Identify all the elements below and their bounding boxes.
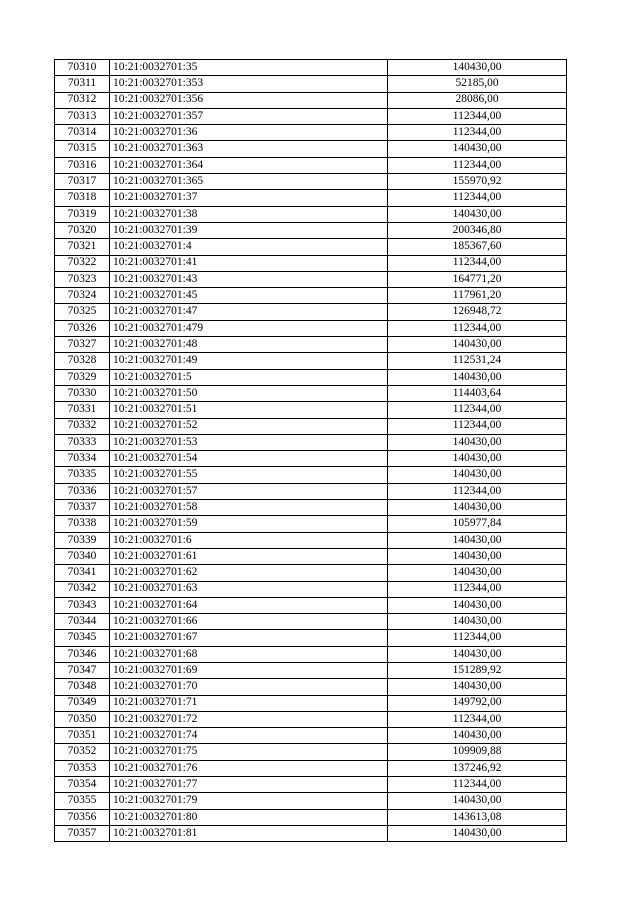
amount-cell: 137246,92 <box>388 760 567 776</box>
table-row <box>55 369 567 385</box>
table-row <box>55 125 567 141</box>
row-number-cell: 70324 <box>55 288 110 304</box>
cadastral-number-cell: 10:21:0032701:80 <box>110 809 388 825</box>
table-row <box>55 434 567 450</box>
amount-cell: 140430,00 <box>388 565 567 581</box>
amount-cell: 140430,00 <box>388 369 567 385</box>
amount-cell: 143613,08 <box>388 809 567 825</box>
row-number-cell: 70337 <box>55 500 110 516</box>
amount-cell: 140430,00 <box>388 206 567 222</box>
cadastral-number-cell: 10:21:0032701:365 <box>110 174 388 190</box>
cadastral-number-cell: 10:21:0032701:479 <box>110 320 388 336</box>
cadastral-number-cell: 10:21:0032701:77 <box>110 777 388 793</box>
cadastral-number-cell: 10:21:0032701:41 <box>110 255 388 271</box>
cadastral-number-cell: 10:21:0032701:36 <box>110 125 388 141</box>
cadastral-number-cell: 10:21:0032701:35 <box>110 60 388 76</box>
table-row <box>55 825 567 841</box>
row-number-cell: 70317 <box>55 174 110 190</box>
amount-cell: 140430,00 <box>388 825 567 841</box>
table-row <box>55 320 567 336</box>
row-number-cell: 70329 <box>55 369 110 385</box>
row-number-cell: 70314 <box>55 125 110 141</box>
row-number-cell: 70320 <box>55 222 110 238</box>
cadastral-number-cell: 10:21:0032701:39 <box>110 222 388 238</box>
row-number-cell: 70335 <box>55 467 110 483</box>
table-row <box>55 760 567 776</box>
row-number-cell: 70352 <box>55 744 110 760</box>
row-number-cell: 70357 <box>55 825 110 841</box>
row-number-cell: 70322 <box>55 255 110 271</box>
row-number-cell: 70323 <box>55 271 110 287</box>
table-row <box>55 451 567 467</box>
table-row <box>55 630 567 646</box>
row-number-cell: 70311 <box>55 76 110 92</box>
amount-cell: 112344,00 <box>388 581 567 597</box>
cadastral-number-cell: 10:21:0032701:51 <box>110 402 388 418</box>
amount-cell: 112531,24 <box>388 353 567 369</box>
cadastral-number-cell: 10:21:0032701:62 <box>110 565 388 581</box>
amount-cell: 112344,00 <box>388 418 567 434</box>
table-row <box>55 744 567 760</box>
table-row <box>55 532 567 548</box>
cadastral-number-cell: 10:21:0032701:353 <box>110 76 388 92</box>
table-row <box>55 597 567 613</box>
amount-cell: 140430,00 <box>388 614 567 630</box>
row-number-cell: 70356 <box>55 809 110 825</box>
table-row <box>55 679 567 695</box>
cadastral-number-cell: 10:21:0032701:81 <box>110 825 388 841</box>
cadastral-number-cell: 10:21:0032701:69 <box>110 662 388 678</box>
cadastral-number-cell: 10:21:0032701:357 <box>110 108 388 124</box>
table-body <box>55 60 567 842</box>
table-row <box>55 76 567 92</box>
amount-cell: 112344,00 <box>388 125 567 141</box>
table-row <box>55 337 567 353</box>
table-row <box>55 728 567 744</box>
amount-cell: 140430,00 <box>388 793 567 809</box>
amount-cell: 112344,00 <box>388 255 567 271</box>
cadastral-number-cell: 10:21:0032701:364 <box>110 157 388 173</box>
row-number-cell: 70341 <box>55 565 110 581</box>
row-number-cell: 70315 <box>55 141 110 157</box>
amount-cell: 112344,00 <box>388 483 567 499</box>
cadastral-number-cell: 10:21:0032701:74 <box>110 728 388 744</box>
row-number-cell: 70354 <box>55 777 110 793</box>
cadastral-number-cell: 10:21:0032701:52 <box>110 418 388 434</box>
amount-cell: 140430,00 <box>388 467 567 483</box>
amount-cell: 164771,20 <box>388 271 567 287</box>
cadastral-number-cell: 10:21:0032701:43 <box>110 271 388 287</box>
amount-cell: 140430,00 <box>388 646 567 662</box>
row-number-cell: 70342 <box>55 581 110 597</box>
row-number-cell: 70313 <box>55 108 110 124</box>
cadastral-number-cell: 10:21:0032701:53 <box>110 434 388 450</box>
table-row <box>55 565 567 581</box>
amount-cell: 112344,00 <box>388 108 567 124</box>
cadastral-number-cell: 10:21:0032701:72 <box>110 711 388 727</box>
table-row <box>55 141 567 157</box>
row-number-cell: 70351 <box>55 728 110 744</box>
table-row <box>55 190 567 206</box>
cadastral-number-cell: 10:21:0032701:76 <box>110 760 388 776</box>
amount-cell: 149792,00 <box>388 695 567 711</box>
row-number-cell: 70348 <box>55 679 110 695</box>
cadastral-number-cell: 10:21:0032701:45 <box>110 288 388 304</box>
amount-cell: 52185,00 <box>388 76 567 92</box>
amount-cell: 140430,00 <box>388 728 567 744</box>
cadastral-number-cell: 10:21:0032701:61 <box>110 548 388 564</box>
amount-cell: 140430,00 <box>388 451 567 467</box>
cadastral-number-cell: 10:21:0032701:58 <box>110 500 388 516</box>
table-row <box>55 288 567 304</box>
cadastral-number-cell: 10:21:0032701:68 <box>110 646 388 662</box>
table-row <box>55 353 567 369</box>
amount-cell: 185367,60 <box>388 239 567 255</box>
cadastral-number-cell: 10:21:0032701:5 <box>110 369 388 385</box>
amount-cell: 200346,80 <box>388 222 567 238</box>
cadastral-number-cell: 10:21:0032701:71 <box>110 695 388 711</box>
table-row <box>55 385 567 401</box>
cadastral-number-cell: 10:21:0032701:75 <box>110 744 388 760</box>
table-row <box>55 304 567 320</box>
row-number-cell: 70355 <box>55 793 110 809</box>
table-row <box>55 92 567 108</box>
row-number-cell: 70344 <box>55 614 110 630</box>
row-number-cell: 70326 <box>55 320 110 336</box>
table-row <box>55 60 567 76</box>
row-number-cell: 70319 <box>55 206 110 222</box>
amount-cell: 112344,00 <box>388 157 567 173</box>
amount-cell: 112344,00 <box>388 190 567 206</box>
table-row <box>55 581 567 597</box>
amount-cell: 140430,00 <box>388 548 567 564</box>
table-row <box>55 646 567 662</box>
cadastral-number-cell: 10:21:0032701:38 <box>110 206 388 222</box>
table-row <box>55 809 567 825</box>
row-number-cell: 70312 <box>55 92 110 108</box>
table-row <box>55 255 567 271</box>
amount-cell: 28086,00 <box>388 92 567 108</box>
row-number-cell: 70330 <box>55 385 110 401</box>
cadastral-number-cell: 10:21:0032701:63 <box>110 581 388 597</box>
table-row <box>55 695 567 711</box>
amount-cell: 112344,00 <box>388 711 567 727</box>
table-row <box>55 548 567 564</box>
row-number-cell: 70347 <box>55 662 110 678</box>
amount-cell: 114403,64 <box>388 385 567 401</box>
row-number-cell: 70328 <box>55 353 110 369</box>
table-row <box>55 500 567 516</box>
table-row <box>55 483 567 499</box>
cadastral-number-cell: 10:21:0032701:67 <box>110 630 388 646</box>
amount-cell: 112344,00 <box>388 630 567 646</box>
amount-cell: 140430,00 <box>388 679 567 695</box>
amount-cell: 140430,00 <box>388 337 567 353</box>
row-number-cell: 70321 <box>55 239 110 255</box>
row-number-cell: 70338 <box>55 516 110 532</box>
cadastral-number-cell: 10:21:0032701:70 <box>110 679 388 695</box>
table-row <box>55 711 567 727</box>
row-number-cell: 70349 <box>55 695 110 711</box>
row-number-cell: 70334 <box>55 451 110 467</box>
cadastral-number-cell: 10:21:0032701:66 <box>110 614 388 630</box>
cadastral-number-cell: 10:21:0032701:50 <box>110 385 388 401</box>
row-number-cell: 70340 <box>55 548 110 564</box>
row-number-cell: 70318 <box>55 190 110 206</box>
table-row <box>55 157 567 173</box>
table-row <box>55 793 567 809</box>
table-row <box>55 662 567 678</box>
amount-cell: 126948,72 <box>388 304 567 320</box>
row-number-cell: 70316 <box>55 157 110 173</box>
table-row <box>55 467 567 483</box>
row-number-cell: 70353 <box>55 760 110 776</box>
amount-cell: 112344,00 <box>388 320 567 336</box>
table-row <box>55 174 567 190</box>
table-row <box>55 614 567 630</box>
table-row <box>55 418 567 434</box>
table-row <box>55 108 567 124</box>
table-row <box>55 206 567 222</box>
amount-cell: 117961,20 <box>388 288 567 304</box>
amount-cell: 140430,00 <box>388 500 567 516</box>
table-row <box>55 271 567 287</box>
amount-cell: 105977,84 <box>388 516 567 532</box>
table-row <box>55 222 567 238</box>
cadastral-number-cell: 10:21:0032701:79 <box>110 793 388 809</box>
cadastral-number-cell: 10:21:0032701:48 <box>110 337 388 353</box>
amount-cell: 151289,92 <box>388 662 567 678</box>
row-number-cell: 70310 <box>55 60 110 76</box>
amount-cell: 140430,00 <box>388 141 567 157</box>
amount-cell: 140430,00 <box>388 60 567 76</box>
cadastral-number-cell: 10:21:0032701:49 <box>110 353 388 369</box>
row-number-cell: 70339 <box>55 532 110 548</box>
cadastral-number-cell: 10:21:0032701:54 <box>110 451 388 467</box>
row-number-cell: 70350 <box>55 711 110 727</box>
cadastral-number-cell: 10:21:0032701:4 <box>110 239 388 255</box>
cadastral-number-cell: 10:21:0032701:47 <box>110 304 388 320</box>
cadastral-number-cell: 10:21:0032701:64 <box>110 597 388 613</box>
cadastral-number-cell: 10:21:0032701:356 <box>110 92 388 108</box>
cadastral-number-cell: 10:21:0032701:37 <box>110 190 388 206</box>
amount-cell: 140430,00 <box>388 532 567 548</box>
row-number-cell: 70333 <box>55 434 110 450</box>
cadastral-table <box>54 59 567 842</box>
cadastral-number-cell: 10:21:0032701:57 <box>110 483 388 499</box>
cadastral-number-cell: 10:21:0032701:55 <box>110 467 388 483</box>
table-row <box>55 402 567 418</box>
amount-cell: 109909,88 <box>388 744 567 760</box>
row-number-cell: 70346 <box>55 646 110 662</box>
row-number-cell: 70336 <box>55 483 110 499</box>
table-row <box>55 239 567 255</box>
table-row <box>55 777 567 793</box>
cadastral-number-cell: 10:21:0032701:59 <box>110 516 388 532</box>
amount-cell: 140430,00 <box>388 434 567 450</box>
row-number-cell: 70332 <box>55 418 110 434</box>
cadastral-number-cell: 10:21:0032701:6 <box>110 532 388 548</box>
amount-cell: 140430,00 <box>388 597 567 613</box>
amount-cell: 112344,00 <box>388 402 567 418</box>
amount-cell: 155970,92 <box>388 174 567 190</box>
row-number-cell: 70345 <box>55 630 110 646</box>
cadastral-number-cell: 10:21:0032701:363 <box>110 141 388 157</box>
row-number-cell: 70343 <box>55 597 110 613</box>
table-row <box>55 516 567 532</box>
row-number-cell: 70327 <box>55 337 110 353</box>
row-number-cell: 70331 <box>55 402 110 418</box>
row-number-cell: 70325 <box>55 304 110 320</box>
amount-cell: 112344,00 <box>388 777 567 793</box>
